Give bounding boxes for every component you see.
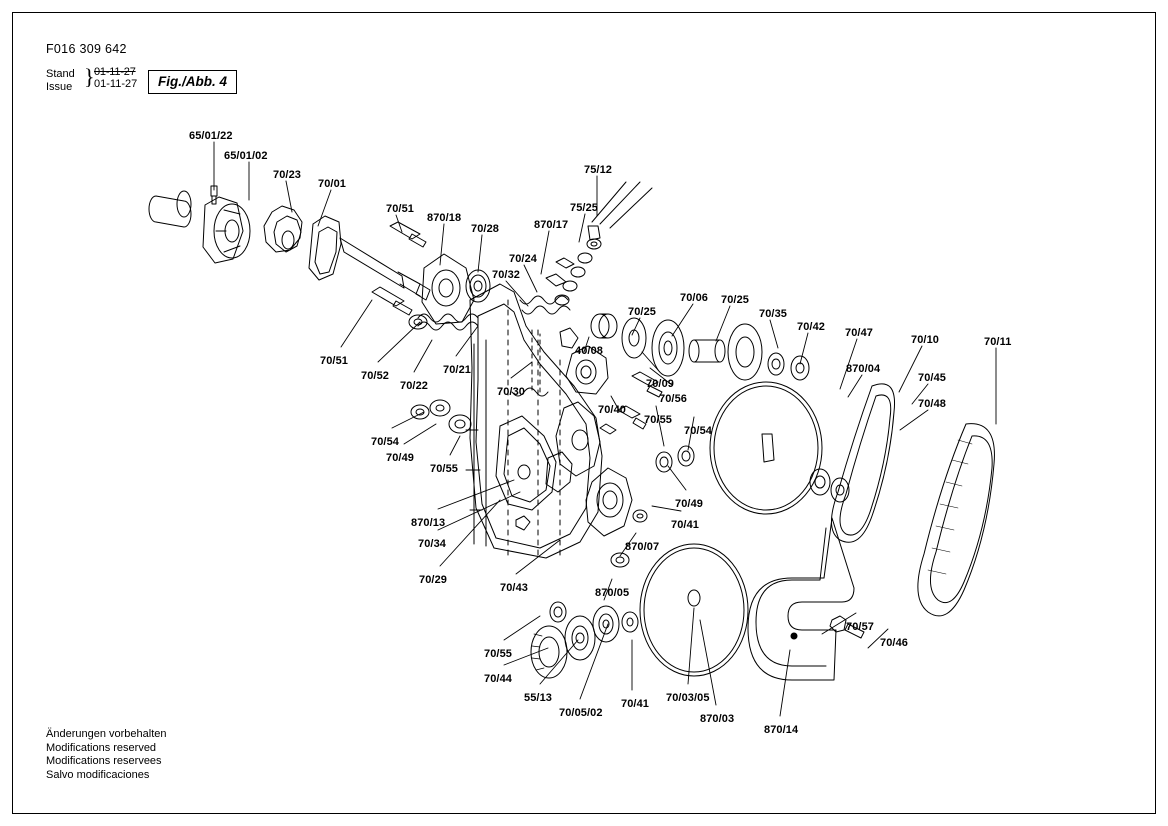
callout-70-01: 70/01	[318, 178, 347, 190]
brace-glyph: }	[84, 64, 95, 89]
callout-65-01-22: 65/01/22	[189, 130, 233, 142]
callout-70-06: 70/06	[680, 292, 709, 304]
footer-line-es: Salvo modificaciones	[46, 768, 150, 781]
callout-70-30: 70/30	[497, 386, 526, 398]
callout-70-51-top: 70/51	[386, 203, 415, 215]
callout-70-47: 70/47	[845, 327, 874, 339]
callout-75-25: 75/25	[570, 202, 599, 214]
footer-disclaimer	[46, 728, 166, 782]
callout-70-09: 70/09	[646, 378, 675, 390]
callout-70-45: 70/45	[918, 372, 947, 384]
date-struck: 01-11-27	[94, 66, 136, 78]
callout-70-32: 70/32	[492, 269, 521, 281]
callout-870-14: 870/14	[764, 724, 799, 736]
issue-label: Issue	[46, 81, 73, 93]
callout-70-49-mid: 70/49	[675, 498, 704, 510]
callout-55-13: 55/13	[524, 692, 553, 704]
callout-70-25-b: 70/25	[721, 294, 750, 306]
callout-70-42: 70/42	[797, 321, 826, 333]
figure-badge: Fig./Abb. 4	[148, 70, 237, 94]
callout-70-46: 70/46	[880, 637, 909, 649]
callout-870-07: 870/07	[625, 541, 660, 553]
callout-70-52: 70/52	[361, 370, 390, 382]
callout-65-01-02: 65/01/02	[224, 150, 268, 162]
callout-70-57: 70/57	[846, 621, 875, 633]
callout-70-28: 70/28	[471, 223, 500, 235]
callout-70-34: 70/34	[418, 538, 447, 550]
callout-70-41-low: 70/41	[621, 698, 650, 710]
date-current: 01-11-27	[94, 78, 138, 90]
footer-line-de: Änderungen vorbehalten	[46, 728, 167, 740]
callout-70-21: 70/21	[443, 364, 472, 376]
callout-70-35: 70/35	[759, 308, 788, 320]
callout-70-54-left: 70/54	[371, 436, 400, 448]
callout-870-17: 870/17	[534, 219, 569, 231]
footer-line-en: Modifications reserved	[46, 741, 157, 754]
callout-70-03-05: 70/03/05	[666, 692, 710, 704]
callout-70-23: 70/23	[273, 169, 302, 181]
callout-70-54-mid: 70/54	[684, 425, 713, 437]
callout-70-44: 70/44	[484, 673, 513, 685]
callout-70-11: 70/11	[984, 336, 1012, 348]
callout-70-29: 70/29	[419, 574, 448, 586]
callout-870-05: 870/05	[595, 587, 630, 599]
callout-870-18: 870/18	[427, 212, 462, 224]
callout-870-04: 870/04	[846, 363, 881, 375]
callout-70-25-a: 70/25	[628, 306, 657, 318]
callout-70-48: 70/48	[918, 398, 947, 410]
callout-70-55-low: 70/55	[484, 648, 513, 660]
callout-70-05-02: 70/05/02	[559, 707, 603, 719]
callout-70-43: 70/43	[500, 582, 529, 594]
part-number: F016 309 642	[46, 42, 127, 56]
callout-70-51-left: 70/51	[320, 355, 349, 367]
callout-70-55-mid: 70/55	[644, 414, 673, 426]
callout-40-08: 40/08	[575, 345, 604, 357]
callout-70-49-left: 70/49	[386, 452, 415, 464]
callout-75-12: 75/12	[584, 164, 613, 176]
stand-label: Stand	[46, 68, 75, 80]
callout-70-40: 70/40	[598, 404, 627, 416]
footer-line-fr: Modifications reservees	[46, 755, 162, 767]
callout-70-24: 70/24	[509, 253, 538, 265]
callout-70-56: 70/56	[659, 393, 688, 405]
callout-70-22: 70/22	[400, 380, 429, 392]
callout-870-13: 870/13	[411, 517, 446, 529]
callout-70-55-left: 70/55	[430, 463, 459, 475]
callout-70-41-mid: 70/41	[671, 519, 700, 531]
callout-70-10: 70/10	[911, 334, 940, 346]
callout-870-03: 870/03	[700, 713, 735, 725]
